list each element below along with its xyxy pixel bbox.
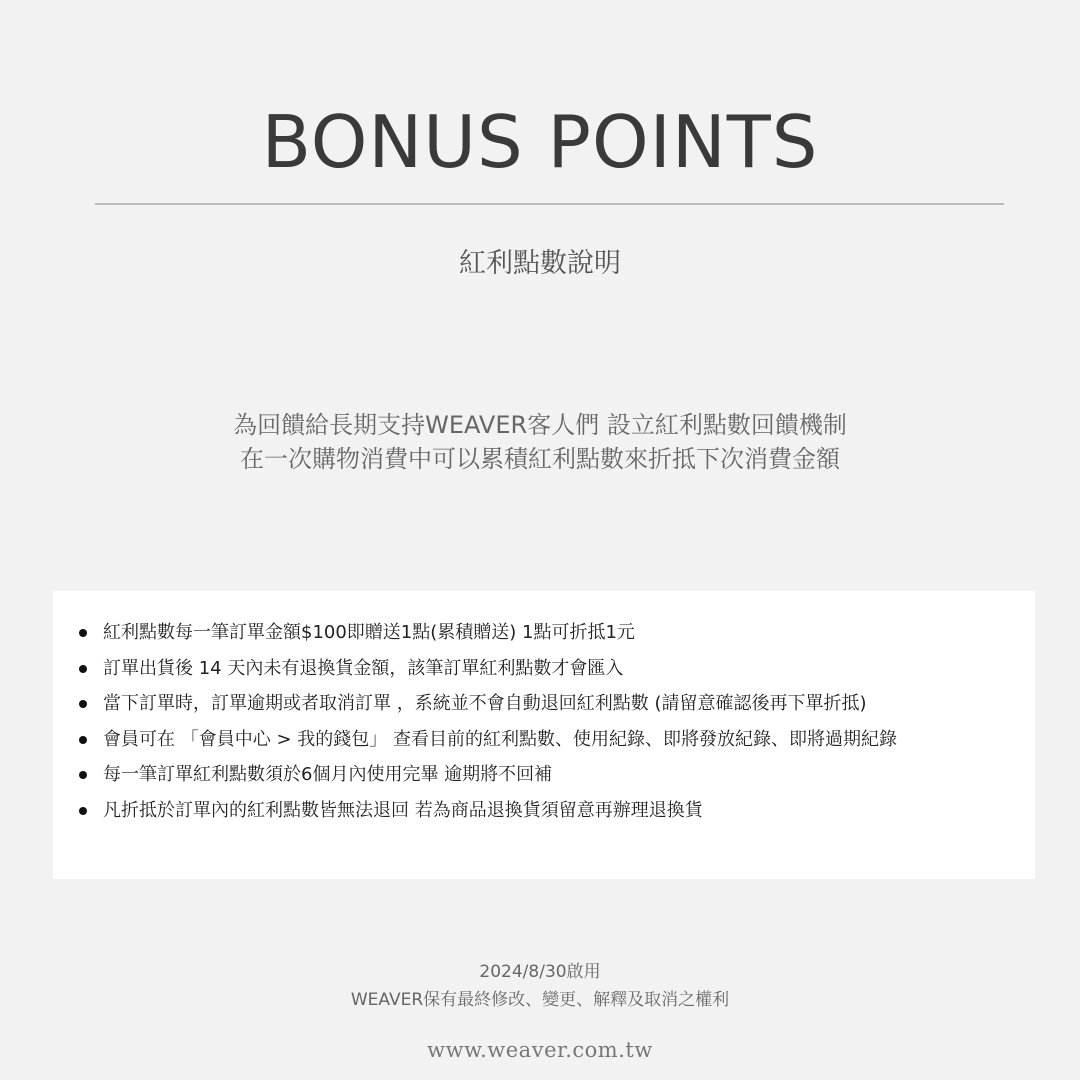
rights-notice: WEAVER保有最終修改、變更、解釋及取消之權利: [350, 990, 730, 1010]
intro-text: [0, 408, 1080, 476]
intro-line-2: 在一次購物消費中可以累積紅利點數來折抵下次消費金額: [240, 445, 840, 473]
rule-item: [53, 686, 1035, 722]
rule-item: [53, 615, 1035, 651]
rule-text: 訂單出貨後 14 天內未有退換貨金額，該筆訂單紅利點數才會匯入: [103, 657, 624, 679]
rule-text: 凡折抵於訂單內的紅利點數皆無法退回 若為商品退換貨須留意再辦理退換貨: [103, 799, 703, 821]
rules-list: [53, 615, 1035, 828]
rule-item: [53, 651, 1035, 687]
rule-text: 紅利點數每一筆訂單金額$100即贈送1點(累積贈送) 1點可折抵1元: [103, 622, 635, 643]
bullet-icon: [79, 807, 87, 815]
bullet-icon: [79, 771, 87, 779]
rule-item: [53, 793, 1035, 829]
title-divider: [95, 203, 1004, 205]
bullet-icon: [79, 700, 87, 708]
website-url: www.weaver.com.tw: [427, 1038, 653, 1062]
rule-text: 會員可在 「會員中心 > 我的錢包」 查看目前的紅利點數、使用紀錄、即將發放紀錄、即將過期紀錄: [103, 728, 897, 750]
bullet-icon: [79, 629, 87, 637]
page-subtitle: 紅利點數說明: [459, 248, 621, 279]
intro-line-1: 為回饋給長期支持WEAVER客人們 設立紅利點數回饋機制: [233, 411, 847, 439]
rule-item: [53, 757, 1035, 793]
rule-text: 每一筆訂單紅利點數須於6個月內使用完畢 逾期將不回補: [103, 764, 553, 785]
effective-date: 2024/8/30啟用: [479, 962, 601, 982]
bullet-icon: [79, 665, 87, 673]
bullet-icon: [79, 736, 87, 744]
rules-card: [53, 591, 1035, 879]
rule-text: 當下訂單時，訂單逾期或者取消訂單 ，系統並不會自動退回紅利點數 (請留意確認後再下單折抵): [103, 693, 867, 714]
page-title: BONUS POINTS: [261, 100, 819, 184]
rule-item: [53, 722, 1035, 758]
